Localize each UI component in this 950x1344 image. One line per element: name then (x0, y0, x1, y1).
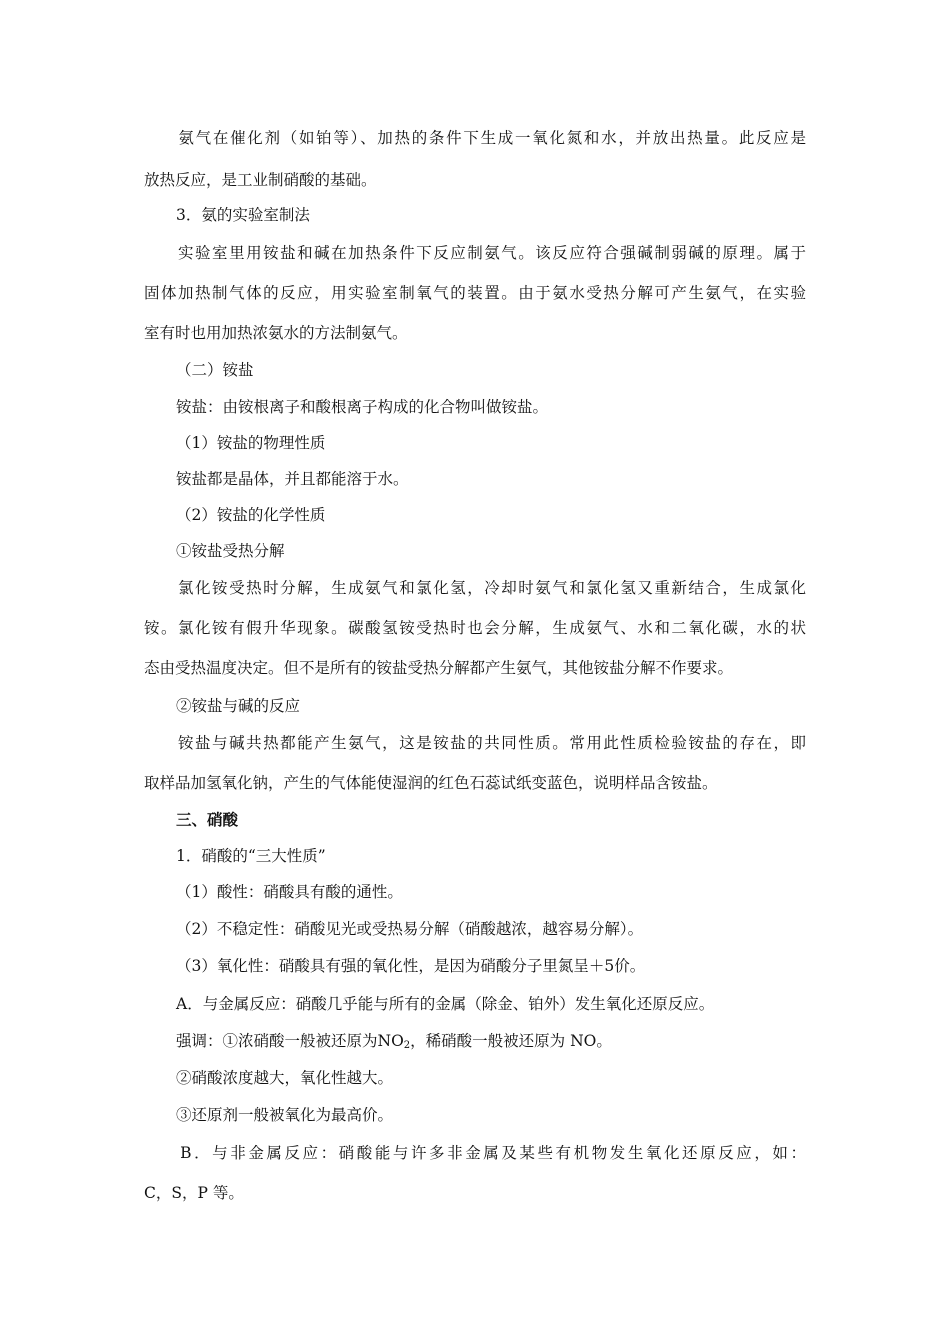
paragraph-line: 放热反应，是工业制硝酸的基础。 (144, 171, 377, 189)
formula-no2: $NO_2$ (377, 1032, 411, 1051)
section-heading: （1）铵盐的物理性质 (176, 434, 326, 452)
list-item: （2）不稳定性：硝酸见光或受热易分解（硝酸越浓，越容易分解）。 (176, 920, 644, 938)
paragraph-line: 固体加热制气体的反应，用实验室制氧气的装置。由于氨水受热分解可产生氨气，在实验 (144, 284, 806, 302)
paragraph-line: 室有时也用加热浓氨水的方法制氨气。 (144, 324, 408, 342)
paragraph-line: 态由受热温度决定。但不是所有的铵盐受热分解都产生氨气，其他铵盐分解不作要求。 (144, 659, 734, 677)
list-item: ②硝酸浓度越大，氧化性越大。 (176, 1069, 394, 1087)
paragraph-line: C，S，P 等。 (144, 1184, 244, 1202)
paragraph-line: B．与非金属反应：硝酸能与许多非金属及某些有机物发生氧化还原反应，如： (144, 1144, 806, 1162)
emphasis-suffix: ，稀硝酸一般被还原为 NO。 (410, 1032, 612, 1050)
section-heading: 1．硝酸的“三大性质” (176, 847, 326, 865)
paragraph-line: 实验室里用铵盐和碱在加热条件下反应制氨气。该反应符合强碱制弱碱的原理。属于 (144, 244, 806, 262)
paragraph-line: 氨气在催化剂（如铂等）、加热的条件下生成一氧化氮和水，并放出热量。此反应是 (144, 129, 806, 147)
list-item: ③还原剂一般被氧化为最高价。 (176, 1106, 394, 1124)
paragraph-line: 铵盐：由铵根离子和酸根离子构成的化合物叫做铵盐。 (176, 398, 549, 416)
section-heading: 三、硝酸 (176, 810, 239, 829)
paragraph-line: 铵盐与碱共热都能产生氨气，这是铵盐的共同性质。常用此性质检验铵盐的存在，即 (144, 734, 806, 752)
paragraph-line: 取样品加氢氧化钠，产生的气体能使湿润的红色石蕊试纸变蓝色，说明样品含铵盐。 (144, 774, 718, 792)
list-item: A．与金属反应：硝酸几乎能与所有的金属（除金、铂外）发生氧化还原反应。 (176, 995, 715, 1013)
section-heading: （2）铵盐的化学性质 (176, 506, 326, 524)
emphasis-line (176, 1031, 612, 1051)
paragraph-line: 铵盐都是晶体，并且都能溶于水。 (176, 470, 409, 488)
paragraph-line: 铵。氯化铵有假升华现象。碳酸氢铵受热时也会分解，生成氨气、水和二氧化碳，水的状 (144, 619, 806, 637)
section-heading: （二）铵盐 (176, 361, 254, 379)
paragraph-line: 氯化铵受热时分解，生成氨气和氯化氢，冷却时氨气和氯化氢又重新结合，生成氯化 (144, 579, 806, 597)
list-item: （1）酸性：硝酸具有酸的通性。 (176, 883, 403, 901)
emphasis-prefix: 强调：①浓硝酸一般被还原为 (176, 1032, 378, 1050)
section-heading: 3．氨的实验室制法 (176, 206, 310, 224)
list-item: ①铵盐受热分解 (176, 542, 285, 560)
list-item: （3）氧化性：硝酸具有强的氧化性，是因为硝酸分子里氮呈＋5价。 (176, 957, 646, 975)
list-item: ②铵盐与碱的反应 (176, 697, 301, 715)
